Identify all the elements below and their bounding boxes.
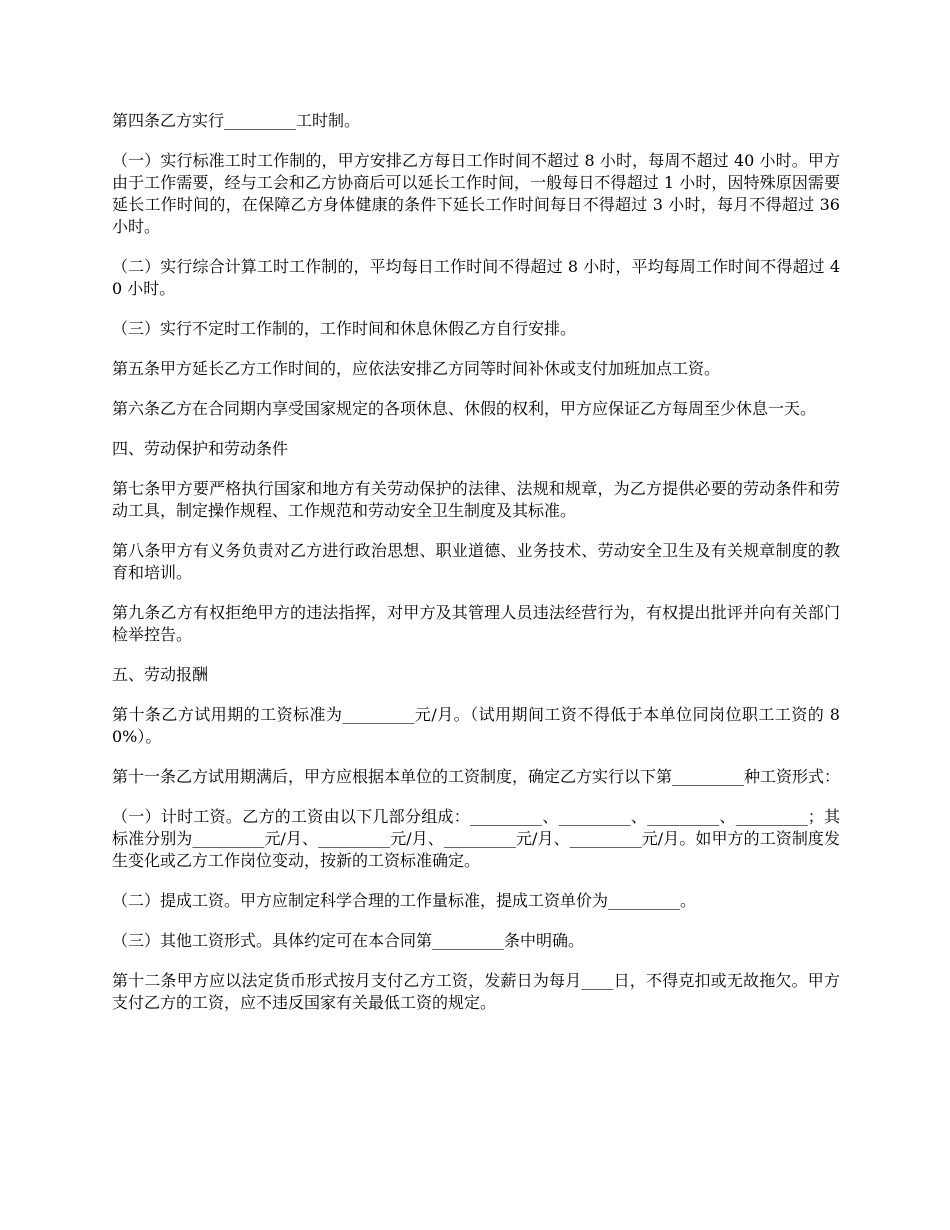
article-6-paragraph: 第六条乙方在合同期内享受国家规定的各项休息、休假的权利，甲方应保证乙方每周至少休息一天。 (112, 399, 817, 418)
flexible-hours-paragraph: （三）实行不定时工作制的，工作时间和休息休假乙方自行安排。 (112, 319, 577, 338)
commission-wage-paragraph: （二）提成工资。甲方应制定科学合理的工作量标准，提成工资单价为_________。 (112, 891, 697, 910)
article-10-paragraph: 第十条乙方试用期的工资标准为_________元/月。（试用期间工资不得低于本单位同岗位职工工资的 80%）。 (112, 705, 840, 746)
hourly-wage-paragraph: （一）计时工资。乙方的工资由以下几部分组成：_________、_________、_________、_________；其标准分别为_________元/月、_________元/月、_________元/月、_________元/月。如甲方的工资制度发生变化或乙方工作岗位变动，按新的工资标准确定。 (112, 807, 840, 870)
article-7-paragraph: 第七条甲方要严格执行国家和地方有关劳动保护的法律、法规和规章，为乙方提供必要的劳动条件和劳动工具，制定操作规程、工作规范和劳动安全卫生制度及其标准。 (112, 479, 840, 520)
document-page (112, 110, 846, 1032)
article-8-paragraph: 第八条甲方有义务负责对乙方进行政治思想、职业道德、业务技术、劳动安全卫生及有关规章制度的教育和培训。 (112, 541, 840, 582)
article-12-paragraph: 第十二条甲方应以法定货币形式按月支付乙方工资，发薪日为每月____日，不得克扣或无故拖欠。甲方支付乙方的工资，应不违反国家有关最低工资的规定。 (112, 971, 840, 1012)
comprehensive-hours-paragraph: （二）实行综合计算工时工作制的，平均每日工作时间不得超过 8 小时，平均每周工作时间不得超过 40 小时。 (112, 257, 840, 298)
other-wage-paragraph: （三）其他工资形式。具体约定可在本合同第_________条中明确。 (112, 931, 585, 950)
standard-hours-paragraph: （一）实行标准工时工作制的，甲方安排乙方每日工作时间不超过 8 小时，每周不超过 40 小时。甲方由于工作需要，经与工会和乙方协商后可以延长工作时间，一般每日不得超过 1 小时，因特殊原因需要延长工作时间的，在保障乙方身体健康的条件下延长工作时间每日不得超过 3 小时，每月不得超过 36 小时。 (112, 151, 846, 236)
article-11-paragraph: 第十一条乙方试用期满后，甲方应根据本单位的工资制度，确定乙方实行以下第_________种工资形式： (112, 767, 841, 786)
article-4-paragraph: 第四条乙方实行_________工时制。 (112, 111, 361, 130)
article-5-paragraph: 第五条甲方延长乙方工作时间的，应依法安排乙方同等时间补休或支付加班加点工资。 (112, 359, 721, 378)
section-5-heading: 五、劳动报酬 (112, 665, 209, 684)
section-4-heading: 四、劳动保护和劳动条件 (112, 439, 289, 458)
article-9-paragraph: 第九条乙方有权拒绝甲方的违法指挥，对甲方及其管理人员违法经营行为，有权提出批评并向有关部门检举控告。 (112, 603, 840, 644)
